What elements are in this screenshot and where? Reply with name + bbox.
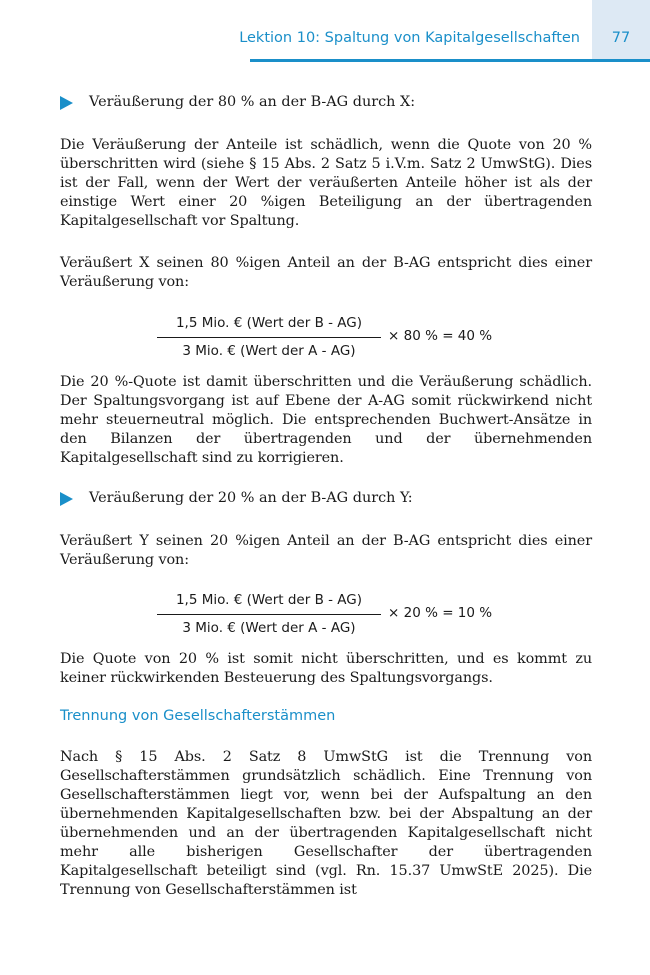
paragraph <box>60 532 592 570</box>
paragraph <box>60 748 592 900</box>
fraction-bar <box>157 337 381 338</box>
paragraph-text: Die 20 %-Quote ist damit überschritten und die Veräußerung schädlich. Der Spaltungsvorgang ist auf Ebene der A-AG somit rückwirkend nicht mehr steuerneutral möglich. Die entsprechenden Buchwert-Ansätze in den Bilanzen der übertragenden und der übernehmenden Kapitalgesellschaft sind zu korrigieren. <box>60 374 592 466</box>
paragraph-text: Die Quote von 20 % ist somit nicht überschritten, und es kommt zu keiner rückwirkenden Besteuerung des Spaltungsvorgangs. <box>60 651 592 686</box>
fraction-denominator: 3 Mio. € (Wert der A - AG) <box>182 620 356 636</box>
paragraph <box>60 650 592 688</box>
fraction-numerator: 1,5 Mio. € (Wert der B - AG) <box>175 315 363 331</box>
page-number-box <box>592 0 650 62</box>
page-number: 77 <box>611 30 631 46</box>
section-heading: Trennung von Gesellschafterstämmen <box>60 708 336 724</box>
formula-x <box>60 315 592 365</box>
page-header <box>0 0 650 62</box>
triangle-bullet-icon <box>60 96 73 110</box>
fraction-numerator: 1,5 Mio. € (Wert der B - AG) <box>175 592 363 608</box>
triangle-bullet-icon <box>60 492 73 506</box>
bullet-text: Veräußerung der 20 % an der B-AG durch Y: <box>89 490 413 506</box>
header-rule <box>250 59 650 62</box>
fraction-denominator: 3 Mio. € (Wert der A - AG) <box>182 343 356 359</box>
paragraph-text: Veräußert Y seinen 20 %igen Anteil an der B-AG entspricht dies einer Veräußerung von: <box>60 533 592 568</box>
bullet-text: Veräußerung der 80 % an der B-AG durch X: <box>89 94 416 110</box>
paragraph-text: Die Veräußerung der Anteile ist schädlich, wenn die Quote von 20 % überschritten wird (siehe § 15 Abs. 2 Satz 5 i.V.m. Satz 2 UmwStG). Dies ist der Fall, wenn der Wert der veräußerten Anteile höher ist als der einstige Wert einer 20 %igen Beteiligung an der übertragenden Kapitalgesellschaft vor Spaltung. <box>60 137 592 229</box>
fraction-bar <box>157 614 381 615</box>
bullet-item-x <box>60 93 592 112</box>
formula-result: × 80 % = 40 % <box>388 328 493 344</box>
paragraph <box>60 373 592 468</box>
formula-result: × 20 % = 10 % <box>388 605 493 621</box>
paragraph-text: Veräußert X seinen 80 %igen Anteil an der B-AG entspricht dies einer Veräußerung von: <box>60 255 592 290</box>
running-header-title: Lektion 10: Spaltung von Kapitalgesellschaften <box>239 30 580 46</box>
paragraph-text: Nach § 15 Abs. 2 Satz 8 UmwStG ist die Trennung von Gesellschafterstämmen grundsätzlich schädlich. Eine Trennung von Gesellschafterstämmen liegt vor, wenn bei der Aufspaltung an den übernehmenden Kapitalgesellschaften bzw. bei der Abspaltung an der übernehmenden und an der übertragenden Kapitalgesellschaft nicht mehr alle bisherigen Gesellschafter der übertragenden Kapitalgesellschaft beteiligt sind (vgl. Rn. 15.37 UmwStE 2025). Die Trennung von Gesellschafterstämmen ist <box>60 749 592 898</box>
paragraph <box>60 254 592 292</box>
section-heading-block <box>60 708 592 724</box>
bullet-item-y <box>60 489 592 508</box>
formula-y <box>60 592 592 642</box>
paragraph <box>60 136 592 231</box>
